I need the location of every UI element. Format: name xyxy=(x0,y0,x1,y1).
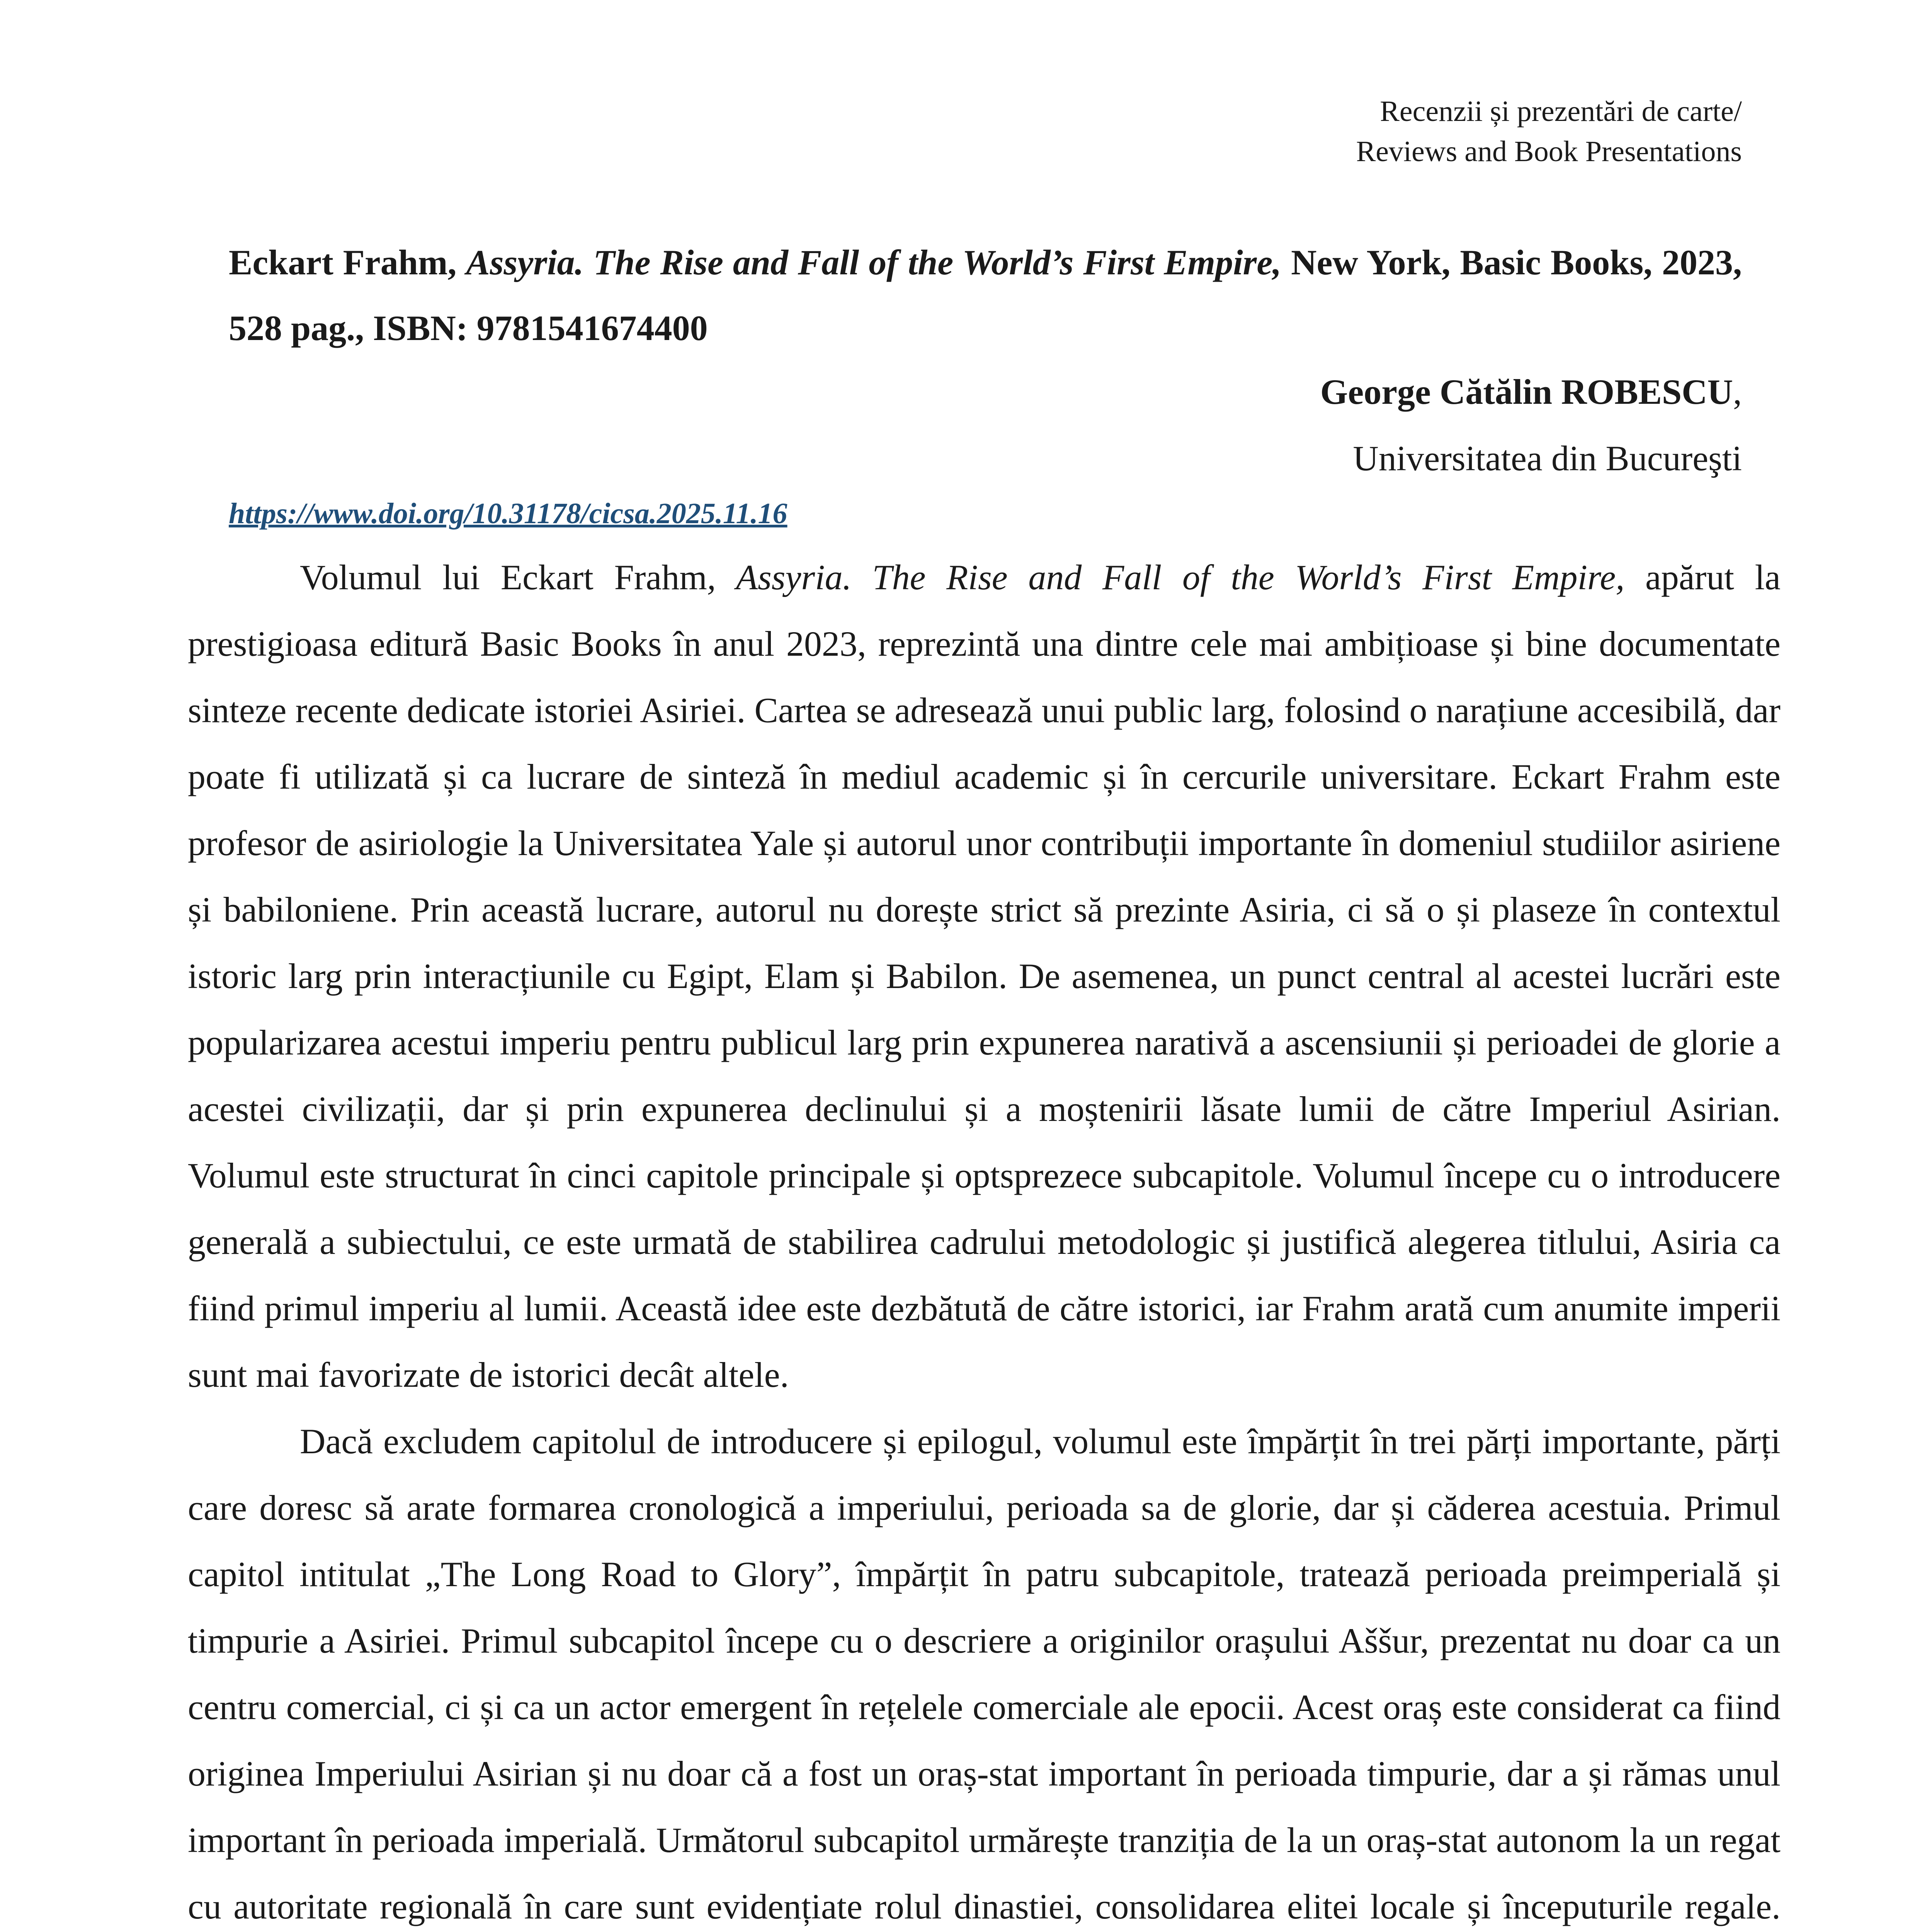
paragraph-1-book-title: , Assyria. The Rise and Fall of the World’s First Empire, xyxy=(707,558,1625,597)
book-details: New York, Basic Books, 2023, 528 pag., ISBN: 9781541674400 xyxy=(229,243,1742,348)
header-line-english: Reviews and Book Presentations xyxy=(1356,135,1742,168)
doi-link[interactable]: https://www.doi.org/10.31178/cicsa.2025.11.16 xyxy=(229,497,787,530)
book-title: Assyria. The Rise and Fall of the World’s First Empire, xyxy=(466,243,1282,282)
reviewer-block xyxy=(1320,359,1742,492)
header-line-romanian: Recenzii și prezentări de carte/ xyxy=(1380,95,1742,128)
reviewer-name: George Cătălin ROBESCU xyxy=(1320,372,1733,412)
book-author: Eckart Frahm xyxy=(229,243,448,282)
reviewer-comma: , xyxy=(1733,372,1742,412)
review-title xyxy=(229,230,1742,361)
paragraph-1-start: Volumul lui Eckart Frahm xyxy=(300,558,707,597)
paragraph-1-rest: apărut la prestigioasa editură Basic Books în anul 2023, reprezintă una dintre cele mai ambițioase și bine documentate sinteze recente dedicate istoriei Asiriei. Cartea se adresează unui public larg, folosind o narațiune accesibilă, dar poate fi utilizată și ca lucrare de sinteză în mediul academic și în cercurile universitare. Eckart Frahm este profesor de asiriologie la Universitatea Yale și autorul unor contribuții importante în domeniul studiilor asiriene și babiloniene. Prin această lucrare, autorul nu dorește strict să prezinte Asiria, ci să o și plaseze în contextul istoric larg prin interacțiunile cu Egipt, Elam și Babilon. De asemenea, un punct central al acestei lucrări este popularizarea acestui imperiu pentru publicul larg prin expunerea narativă a ascensiunii și perioadei de glorie a acestei civilizații, dar și prin expunerea declinului și a moștenirii lăsate lumii de către Imperiul Asirian. Volumul este structurat în cinci capitole principale și optsprezece subcapitole. Volumul începe cu o introducere generală a subiectului, ce este urmată de stabilirea cadrului metodologic și justifică alegerea titlului, Asiria ca fiind primul imperiu al lumii. Această idee este dezbătută de către istorici, iar Frahm arată cum anumite imperii sunt mai favorizate de istorici decât altele. xyxy=(188,558,1781,1395)
running-header xyxy=(1356,91,1742,172)
review-body xyxy=(188,544,1781,1932)
paragraph-2: Dacă excludem capitolul de introducere și epilogul, volumul este împărțit în trei părți importante, părți care doresc să arate formarea cronologică a imperiului, perioada sa de glorie, dar și căderea acestuia. Primul capitol intitulat „The Long Road to Glory”, împărțit în patru subcapitole, tratează perioada preimperială și timpurie a Asiriei. Primul subcapitol începe cu o descriere a originilor orașului Aššur, prezentat nu doar ca un centru comercial, ci și ca un actor emergent în rețelele comerciale ale epocii. Acest oraș este considerat ca fiind originea Imperiului Asirian și nu doar că a fost un oraș-stat important în perioada timpurie, dar a și rămas unul important în perioada imperială. Următorul subcapitol urmărește tranziția de la un oraș-stat autonom la un regat cu autoritate regională în care sunt evidențiate rolul dinastiei, consolidarea elitei locale și începuturile regale. xyxy=(188,1422,1781,1926)
paragraph-1 xyxy=(188,544,1781,1408)
reviewer-affiliation: Universitatea din Bucureşti xyxy=(1353,439,1742,478)
title-separator: , xyxy=(447,243,466,282)
